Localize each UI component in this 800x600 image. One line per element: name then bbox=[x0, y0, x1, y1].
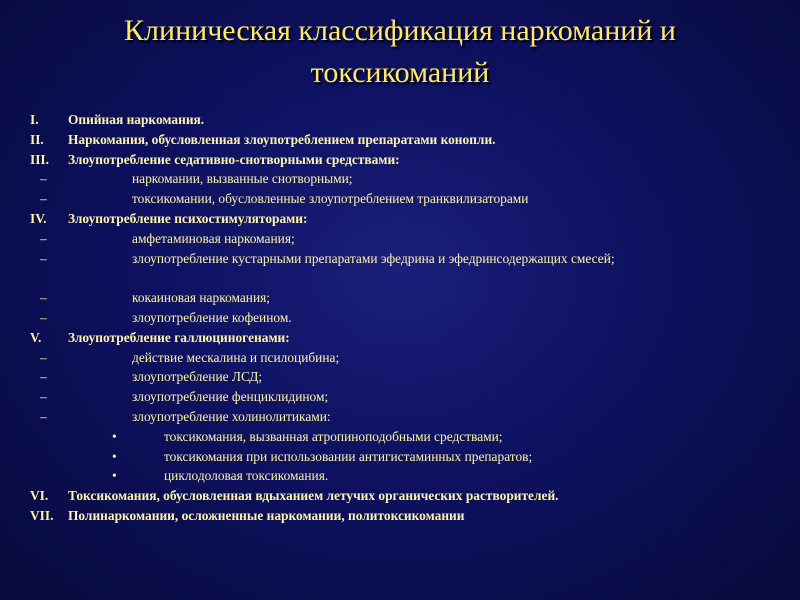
list-item-marker: • bbox=[112, 448, 117, 464]
list-item bbox=[30, 130, 780, 150]
list-item bbox=[30, 427, 780, 447]
list-item-marker: – bbox=[40, 290, 47, 306]
list-item-text: злоупотребление ЛСД; bbox=[132, 369, 263, 385]
list-item bbox=[30, 229, 780, 249]
list-item-text: токсикомания при использовании антигистаминных препаратов; bbox=[164, 448, 533, 464]
list-item-text: злоупотребление кофеином. bbox=[132, 309, 292, 325]
list-item-text: наркомании, вызванные снотворными; bbox=[132, 171, 353, 187]
list-item-text: Наркомания, обусловленная злоупотреблением препаратами конопли. bbox=[68, 131, 496, 147]
list-item-marker: – bbox=[40, 408, 47, 424]
list-item-marker: – bbox=[40, 369, 47, 385]
list-item-marker: III. bbox=[30, 151, 49, 167]
list-item bbox=[30, 328, 780, 348]
list-item bbox=[30, 466, 780, 486]
list-item bbox=[30, 209, 780, 229]
list-item bbox=[30, 150, 780, 170]
list-item-marker: II. bbox=[30, 131, 44, 147]
list-item-marker: V. bbox=[30, 329, 42, 345]
list-item bbox=[30, 407, 780, 427]
list-item-marker: – bbox=[40, 389, 47, 405]
list-item-text: циклодоловая токсикомания. bbox=[164, 468, 329, 484]
list-item-text: Токсикомания, обусловленная вдыханием летучих органических растворителей. bbox=[68, 488, 559, 504]
list-item bbox=[30, 447, 780, 467]
list-item bbox=[30, 348, 780, 368]
list-item bbox=[30, 308, 780, 328]
list-item bbox=[30, 189, 780, 209]
list-item-text: Злоупотребление седативно-снотворными средствами: bbox=[68, 151, 400, 167]
list-item-marker: I. bbox=[30, 112, 39, 127]
list-item bbox=[30, 288, 780, 308]
list-item-text: амфетаминовая наркомания; bbox=[132, 230, 295, 246]
list-item bbox=[30, 387, 780, 407]
slide-title bbox=[0, 10, 800, 94]
list-item-text: Полинаркомании, осложненные наркомании, политоксикомании bbox=[68, 507, 465, 523]
list-item-text: кокаиновая наркомания; bbox=[132, 290, 270, 306]
slide-title-line-2: токсикоманий bbox=[310, 56, 490, 89]
list-item-text: Злоупотребление психостимуляторами: bbox=[68, 210, 308, 226]
list-item-marker: – bbox=[40, 309, 47, 325]
list-item-text: токсикомании, обусловленные злоупотреблением транквилизаторами bbox=[132, 191, 529, 207]
list-item bbox=[30, 367, 780, 387]
list-item-marker: VI. bbox=[30, 488, 49, 504]
list-item bbox=[30, 169, 780, 189]
list-item bbox=[30, 506, 780, 526]
list-item-text: Злоупотребление галлюциногенами: bbox=[68, 329, 290, 345]
list-item-text: Опийная наркомания. bbox=[68, 112, 205, 127]
list-item-text: злоупотребление холинолитиками: bbox=[132, 408, 331, 424]
list-item bbox=[30, 110, 780, 130]
classification-list bbox=[30, 110, 780, 526]
list-item bbox=[30, 249, 780, 289]
list-item-marker: – bbox=[40, 191, 47, 207]
list-item-marker: – bbox=[40, 250, 47, 266]
list-item-marker: • bbox=[112, 468, 117, 484]
list-item-marker: – bbox=[40, 230, 47, 246]
list-item-text: злоупотребление кустарными препаратами эфедрина и эфедринсодержащих смесей; bbox=[132, 250, 615, 266]
list-item-marker: VII. bbox=[30, 507, 54, 523]
list-item-marker: IV. bbox=[30, 210, 47, 226]
list-item-marker: • bbox=[112, 428, 117, 444]
list-item-text: действие мескалина и псилоцибина; bbox=[132, 349, 340, 365]
slide-title-line-1: Клиническая классификация наркоманий и bbox=[124, 14, 676, 47]
list-item-marker: – bbox=[40, 171, 47, 187]
list-item-text: токсикомания, вызванная атропиноподобными средствами; bbox=[164, 428, 503, 444]
list-item-marker: – bbox=[40, 349, 47, 365]
list-item bbox=[30, 486, 780, 506]
list-item-text: злоупотребление фенциклидином; bbox=[132, 389, 329, 405]
